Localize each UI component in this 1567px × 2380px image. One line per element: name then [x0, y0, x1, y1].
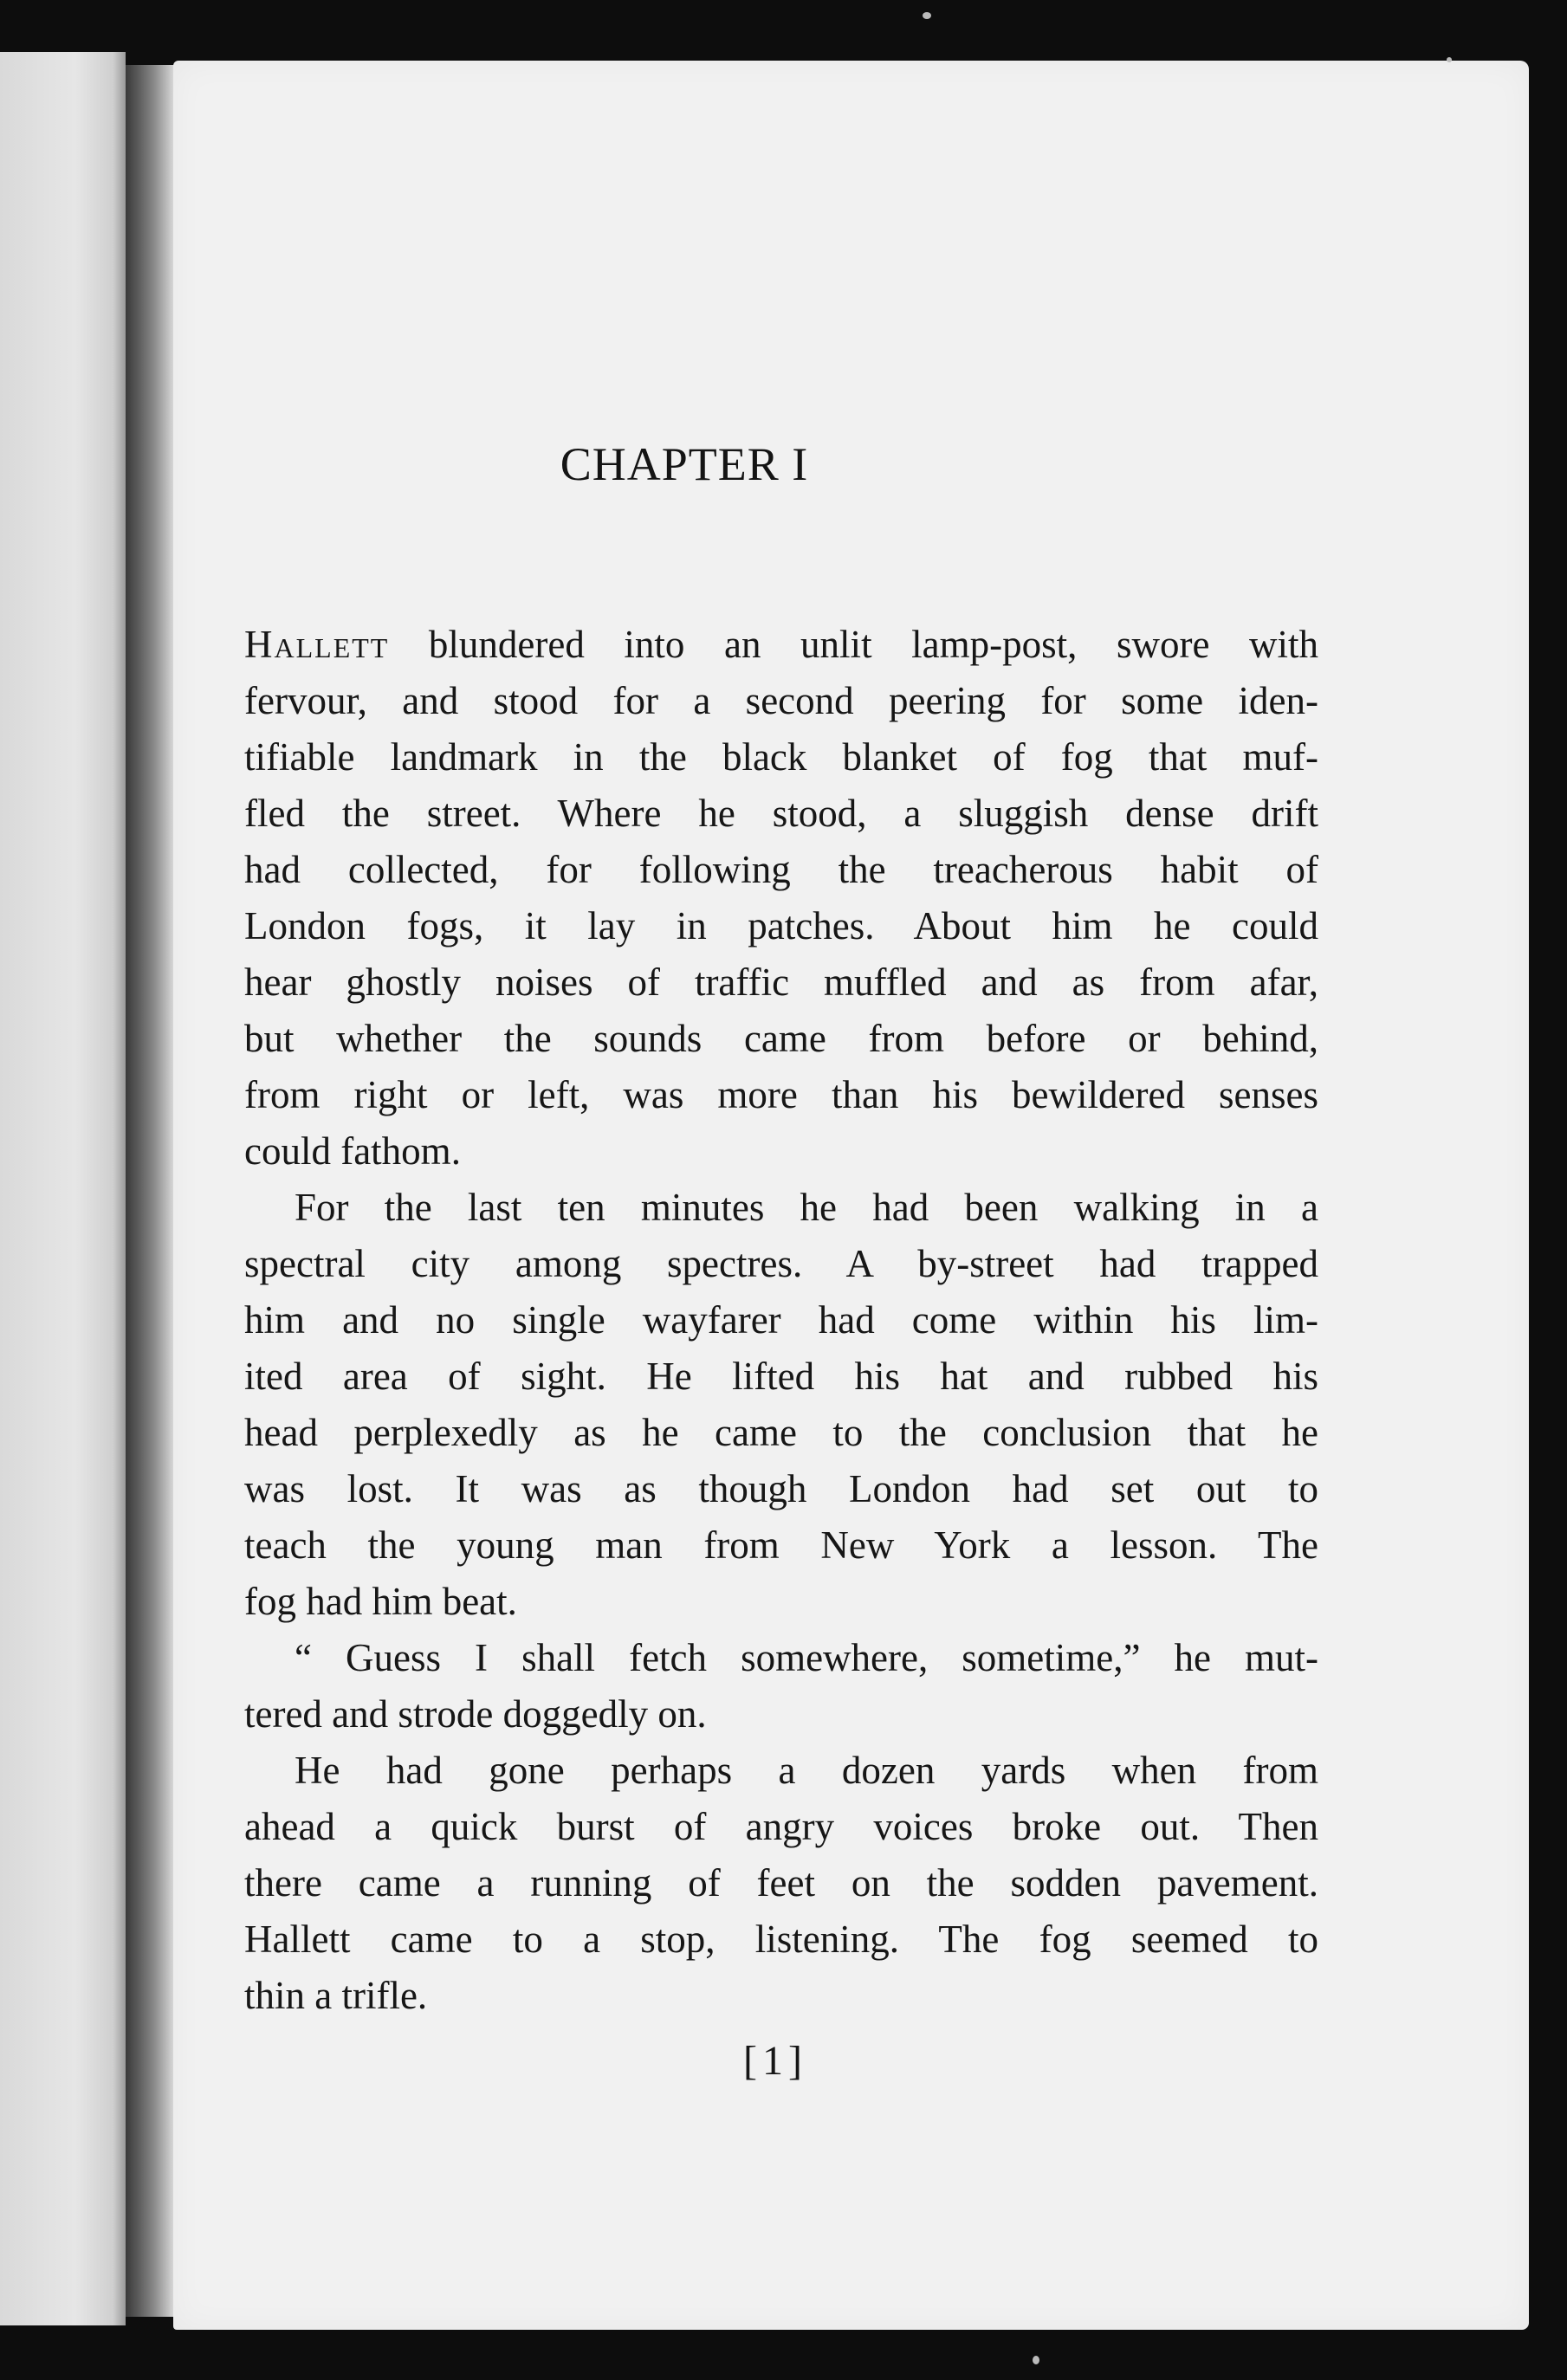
text-line: fled the street. Where he stood, a sluggish dense drift — [244, 792, 1318, 835]
text-line: fervour, and stood for a second peering for some iden- — [244, 679, 1318, 722]
text-line: For the last ten minutes he had been walking in a — [295, 1186, 1318, 1229]
text-line: him and no single wayfarer had come within his lim- — [244, 1298, 1318, 1342]
drop-name-small-caps: Hallett — [244, 623, 390, 666]
text-line: thin a trifle. — [244, 1974, 428, 2017]
text-line: “ Guess I shall fetch somewhere, sometime,” he mut- — [295, 1636, 1318, 1679]
text-line: teach the young man from New York a lesson. The — [244, 1523, 1318, 1567]
scan-speck — [1447, 57, 1452, 62]
text-line: had collected, for following the treacherous habit of — [244, 848, 1318, 891]
text-line: there came a running of feet on the sodden pavement. — [244, 1861, 1318, 1905]
book-gutter — [126, 65, 178, 2317]
text-line: hear ghostly noises of traffic muffled and as from afar, — [244, 960, 1318, 1004]
facing-page-edge — [0, 52, 126, 2325]
text-line: was lost. It was as though London had set out to — [244, 1467, 1318, 1510]
text-line: head perplexedly as he came to the conclusion that he — [244, 1411, 1318, 1454]
text-line: but whether the sounds came from before or behind, — [244, 1017, 1318, 1060]
scan-speck — [1033, 2356, 1039, 2364]
text-line: spectral city among spectres. A by-street had trapped — [244, 1242, 1318, 1285]
text-line: London fogs, it lay in patches. About him he could — [244, 904, 1318, 947]
text-line: Hallett blundered into an unlit lamp-post, swore with — [244, 623, 1318, 666]
scan-speck — [923, 12, 931, 19]
text-line: He had gone perhaps a dozen yards when from — [295, 1749, 1318, 1792]
text-line: ahead a quick burst of angry voices broke out. Then — [244, 1805, 1318, 1848]
chapter-title: CHAPTER I — [560, 438, 809, 490]
text-line: Hallett came to a stop, listening. The fog seemed to — [244, 1918, 1318, 1961]
text-line: tifiable landmark in the black blanket of fog that muf- — [244, 735, 1318, 779]
text-line: fog had him beat. — [244, 1580, 517, 1623]
page-number: [1] — [743, 2038, 807, 2084]
text-line: could fathom. — [244, 1129, 461, 1173]
text-line: from right or left, was more than his bewildered senses — [244, 1073, 1318, 1116]
text-line: ited area of sight. He lifted his hat and rubbed his — [244, 1355, 1318, 1398]
text-line: tered and strode doggedly on. — [244, 1692, 707, 1736]
